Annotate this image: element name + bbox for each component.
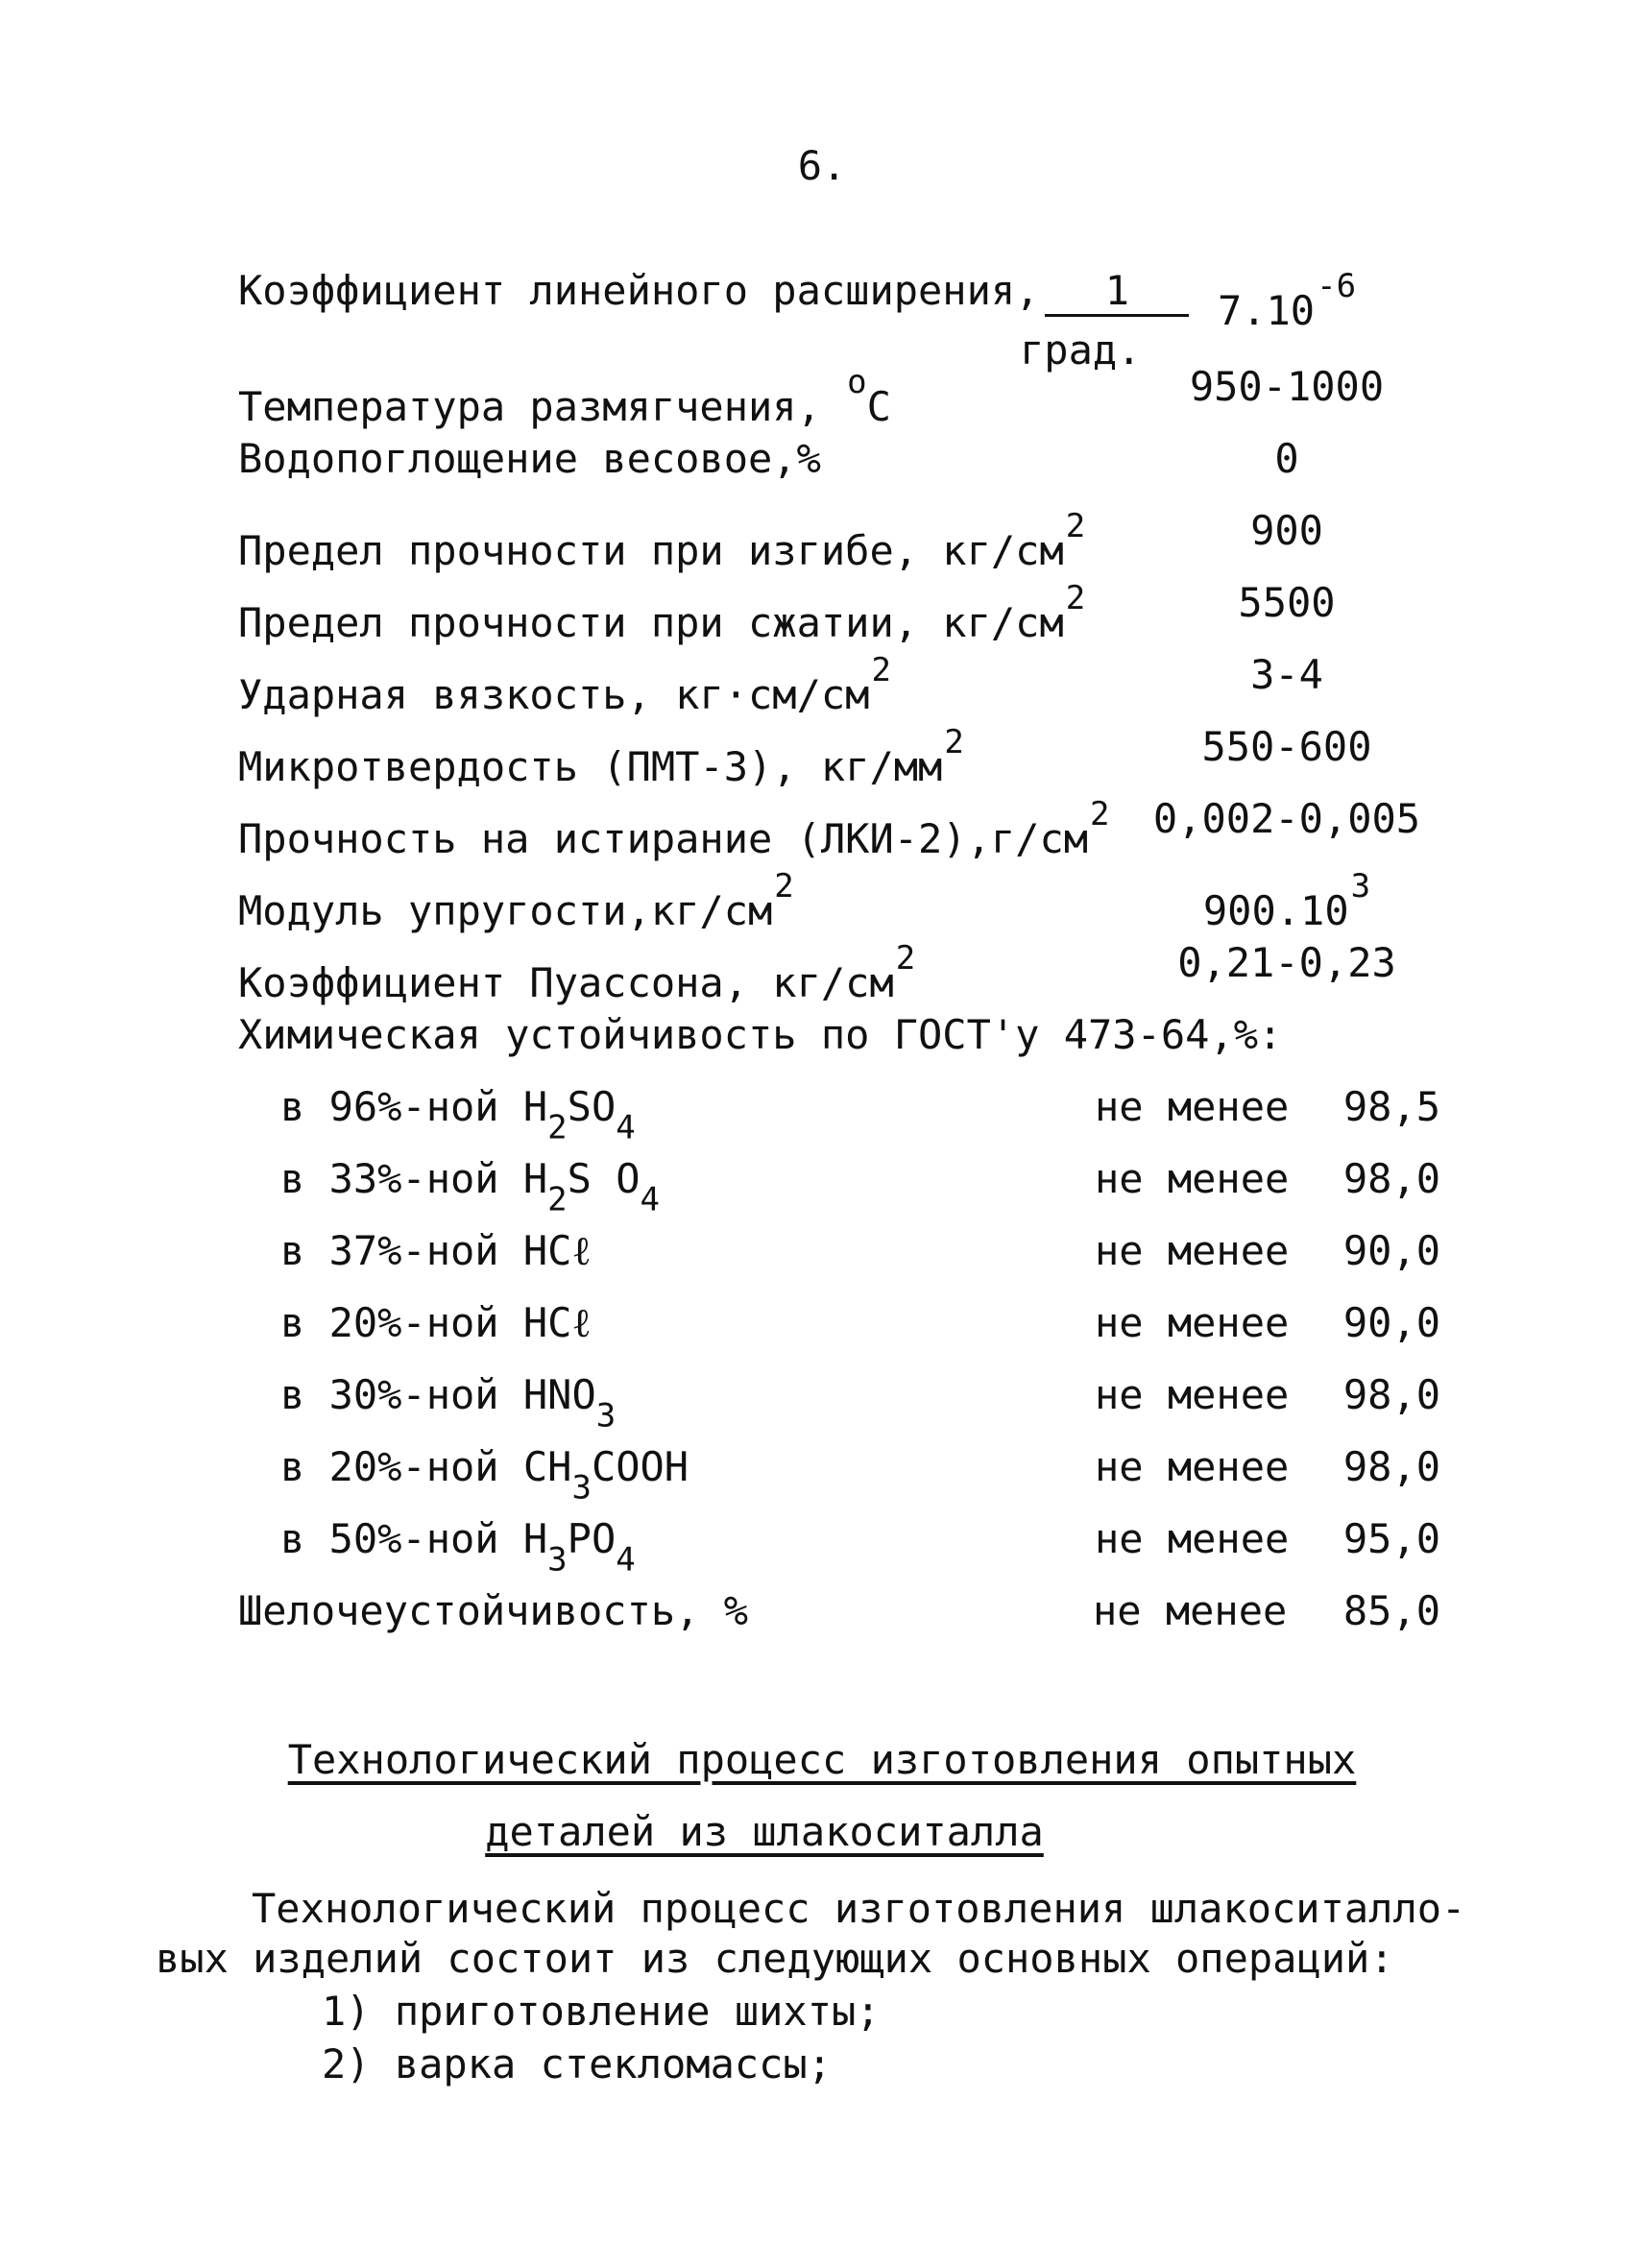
property-row-thermal-expansion xyxy=(0,267,1644,334)
chem-row-h2so4-96 xyxy=(0,1083,1644,1147)
page-number: 6. xyxy=(797,142,847,189)
chem-label: в 50%-ной $H_3PO_4$ xyxy=(280,1515,636,1580)
chem-row-h2so4-33 xyxy=(0,1155,1644,1219)
chem-label: в 20%-ной HCℓ xyxy=(280,1299,592,1346)
alkali-resistance-row xyxy=(0,1587,1644,1645)
property-row-impact-toughness xyxy=(0,651,1644,718)
property-row-poisson-ratio xyxy=(0,939,1644,1006)
chem-label: в 30%-ной $HNO_3$ xyxy=(280,1371,616,1436)
chem-row-hcl-20 xyxy=(0,1299,1644,1357)
section-heading-line-1: Технологический процесс изготовления опытных xyxy=(287,1736,1357,1783)
property-label: Предел прочности при изгибе, $кг/см^2$ xyxy=(238,507,1086,574)
property-label: Микротвердость (ПМТ-3), $кг/мм^2$ xyxy=(238,723,964,790)
fraction-numerator: 1 xyxy=(1045,267,1189,317)
property-label: Ударная вязкость, $кг\cdot см/см^2$ xyxy=(238,651,891,718)
property-value: 550-600 xyxy=(1201,723,1372,770)
chem-value: 98,0 xyxy=(1342,1443,1440,1490)
property-row-abrasion-resistance xyxy=(0,795,1644,862)
property-value: 3-4 xyxy=(1250,651,1323,698)
chem-qualifier: не менее xyxy=(1095,1083,1290,1130)
property-value: 900.10$^3$ xyxy=(1202,867,1371,934)
chem-qualifier: не менее xyxy=(1095,1155,1290,1202)
property-value: 950-1000 xyxy=(1189,363,1385,410)
property-label: Коэффициент линейного расширения, 1 xyxy=(238,267,1189,317)
property-row-elastic-modulus xyxy=(0,867,1644,934)
chem-value: 95,0 xyxy=(1342,1515,1440,1562)
property-value: 0,002-0,005 xyxy=(1152,795,1421,842)
section-heading-line-2: деталей из шлакоситалла xyxy=(485,1808,1044,1855)
alkali-label: Шелочеустойчивость, % xyxy=(238,1587,749,1634)
property-label: Модуль $упругости,кг/см^2$ xyxy=(238,867,794,934)
chem-qualifier: не менее xyxy=(1095,1299,1290,1346)
paragraph-line-1: Технологический процесс изготовления шлакоситалло- xyxy=(252,1885,1466,1932)
property-label: Коэффициент Пуассона, $кг/см^2$ xyxy=(238,939,916,1006)
list-item-2: 2) варка стекломассы; xyxy=(322,2040,833,2087)
property-value: 5500 xyxy=(1238,579,1336,626)
chem-row-ch3cooh-20 xyxy=(0,1443,1644,1508)
chem-qualifier: не менее xyxy=(1095,1443,1290,1490)
property-row-softening-temperature xyxy=(0,363,1644,430)
property-row-microhardness xyxy=(0,723,1644,790)
property-row-bending-strength xyxy=(0,507,1644,574)
property-value: 0,21-0,23 xyxy=(1177,939,1396,986)
chem-value: 90,0 xyxy=(1342,1227,1440,1274)
property-value: 0 xyxy=(1274,435,1299,482)
chem-row-hcl-37 xyxy=(0,1227,1644,1285)
property-value: 900 xyxy=(1250,507,1323,554)
chem-qualifier: не менее xyxy=(1095,1371,1290,1418)
chem-label: в 20%-ной $CH_3COOH$ xyxy=(280,1443,689,1508)
chem-value: 98,5 xyxy=(1342,1083,1440,1130)
chem-value: 98,0 xyxy=(1342,1371,1440,1418)
fraction-denominator: град. xyxy=(1020,326,1142,374)
chem-row-hno3-30 xyxy=(0,1371,1644,1436)
chem-label: в 33%-ной $H_2S$ $O_4$ xyxy=(280,1155,660,1219)
chem-qualifier: не менее xyxy=(1095,1227,1290,1274)
property-label: Предел прочности при сжатии, $кг/см^2$ xyxy=(238,579,1086,646)
chem-value: 90,0 xyxy=(1342,1299,1440,1346)
chem-value: 85,0 xyxy=(1342,1587,1440,1634)
paragraph-line-2: вых изделий состоит из следующих основных операций: xyxy=(156,1935,1394,1982)
property-label: Температура размягчения, $^о$С xyxy=(238,363,891,430)
property-label: Водопоглощение весовое,% xyxy=(238,435,821,482)
property-label: Прочность на истирание $(ЛКИ-2),г/см^2$ xyxy=(238,795,1110,862)
property-value: $7.10^{-6}$ xyxy=(1217,267,1357,334)
chemical-resistance-header: Химическая устойчивость по ГОСТ'у 473-64,%: xyxy=(238,1011,1283,1058)
chem-value: 98,0 xyxy=(1342,1155,1440,1202)
chem-qualifier: не менее xyxy=(1093,1587,1288,1634)
chem-qualifier: не менее xyxy=(1095,1515,1290,1562)
property-row-compression-strength xyxy=(0,579,1644,646)
chem-label: в 37%-ной HCℓ xyxy=(280,1227,592,1274)
chem-row-h3po4-50 xyxy=(0,1515,1644,1580)
property-row-water-absorption xyxy=(0,435,1644,493)
chem-label: в 96%-ной $H_2SO_4$ xyxy=(280,1083,636,1147)
list-item-1: 1) приготовление шихты; xyxy=(322,1988,881,2035)
